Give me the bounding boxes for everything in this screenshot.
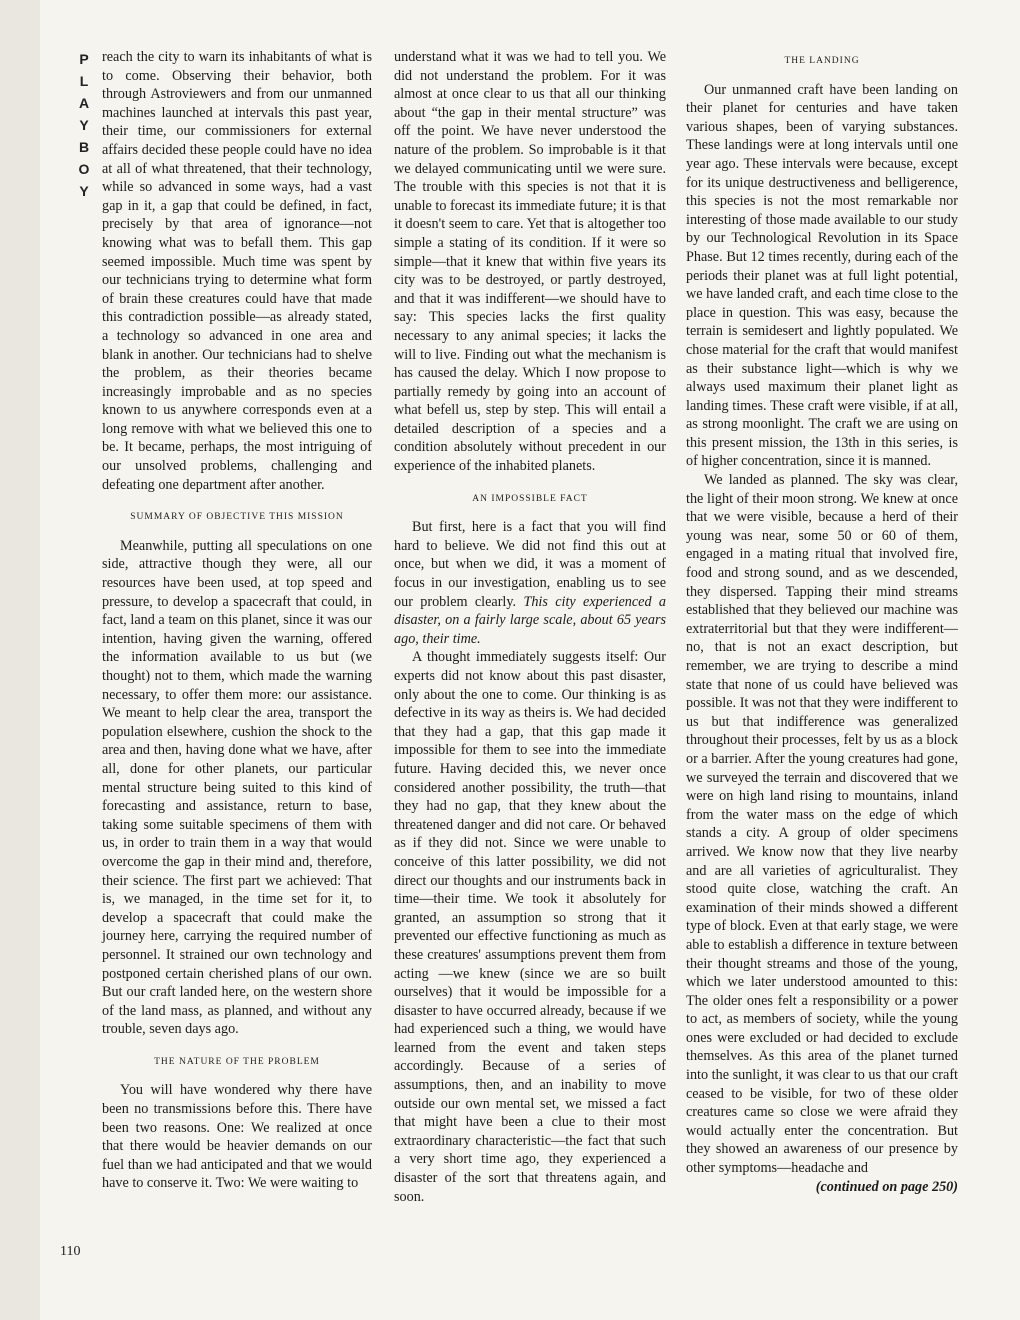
paragraph: A thought immediately suggests itself: Our experts did not know about this past disaster, only about the one to come. Our thinking is as defective in its way as theirs is. We had decided that they had a gap, that this gap made it impossible for them to see into the immediate future. Having decided this, we never once considered another possibility, the truth—that they had no gap, that they knew about the threatened danger and did not care. Or behaved as if they did not. Since we were unable to conceive of this latter possibility, we did not direct our thoughts and our instruments back in time—their time. We took it absolutely for granted, an assumption so strong that it prevented our effective functioning as much as these creatures' assumptions prevent them from acting —we knew (since we are so built ourselves) that it would be impossible for a disaster to have occurred already, because if we had experienced such a thing, we would have learned from the event and taken steps accordingly. Because of a series of assumptions, then, and an inability to move outside our own mental set, we missed a fact that might have been a clue to their most extraordinary characteristic—the fact that such a very short time ago, they experienced a disaster of the sort that threatens again, and soon. [394,649,666,1205]
text-column-2 [394,48,666,1206]
section-heading: AN IMPOSSIBLE FACT [472,493,588,504]
page-number: 110 [60,1244,81,1259]
magazine-letter: O [78,161,90,177]
text-column-3 [686,48,958,1196]
paragraph: You will have wondered why there have been no transmissions before this. There have been two reasons. One: We realized at once that there would be heavier demands on our fuel than we had anticipated and that we would have to conserve it. Two: We were waiting to [102,1082,372,1192]
paragraph: reach the city to warn its inhabitants of what is to come. Observing their behavior, both through Astroviewers and from our unmanned machines launched at intervals this past year, their time, our commissioners for external affairs decided these people could have no idea at all of what threatened, that their technology, while so advanced in some ways, had a vast gap in it, a gap that could be defined, in fact, precisely by that area of ignorance—not knowing what was to befall them. This gap seemed impossible. Much time was spent by our technicians trying to determine what form of brain these creatures could have that made this contradiction possible—as already stated, a technology so advanced in one area and blank in another. Our technicians had to shelve the problem, as their theories became increasingly improbable and as no species known to us anywhere corresponds even at a long remove with what we believed this one to be. It became, perhaps, the most intriguing of our unsolved problems, challenging and defeating one department after another. [102,49,372,493]
paragraph-text: But first, here is a fact that you will find hard to believe. We did not find this out at once, but when we did, it was a moment of focus in our investigation, enabling us to see our problem clearly. [394,519,666,610]
section-heading: THE NATURE OF THE PROBLEM [154,1056,320,1067]
continued-note: (continued on page 250) [815,1178,958,1195]
magazine-letter: Y [79,117,89,133]
magazine-letter: Y [79,183,89,199]
magazine-letter: A [78,95,90,111]
section-heading: THE LANDING [784,56,860,66]
magazine-letter: B [78,139,90,155]
text-column-1 [102,48,372,1193]
paragraph [394,518,666,648]
paragraph: Our unmanned craft have been landing on their planet for centuries and have taken various shapes, been of varying substances. These landings were at long intervals until one year ago. These intervals were because, except for its unique destructiveness and belligerence, this species is not the most remarkable nor interesting of those made available to our study by our Technological Revolution in its Space Phase. But 12 times recently, during each of the periods their planet was at full light potential, we have landed craft, and each time close to the place in question. This was easy, because the terrain is semidesert and lightly populated. We chose material for the craft that would manifest as their substance light—which is why we always used maximum their planet light as landing times. These craft were visible, if at all, as strong moonlight. The craft we are using on this present mission, the 13th in this series, is of higher concentration, since it is manned. [686,81,958,470]
section-heading: SUMMARY OF OBJECTIVE THIS MISSION [130,512,344,523]
magazine-letter: P [79,51,89,67]
italic-emphasis: This city experienced a disaster, on a fairly large scale, about 65 years ago, their time. [394,593,666,647]
magazine-name-vertical [76,48,92,202]
paragraph: understand what it was we had to tell you. We did not understand the problem. For it was almost at once clear to us that all our thinking about “the gap in their mental structure” was off the point. We have never understood the nature of the problem. So improbable is it that we delayed communicating until we were sure. The trouble with this species is not that it is unable to forecast its immediate future; it is that it doesn't seem to care. Yet that is altogether too simple a stating of its condition. If it were so simple—that it knew that within five years its city was to be destroyed, or partly destroyed, and that it was indifferent—we should have to say: This species lacks the first quality necessary to any animal species; it lacks the will to live. Finding out what the mechanism is has caused the delay. Which I now propose to partially remedy by going into an account of what befell us, step by step. This will entail a detailed description of a species and a condition absolutely without precedent in our experience of the inhabited planets. [394,49,666,475]
magazine-letter: L [79,73,89,89]
paragraph: We landed as planned. The sky was clear, the light of their moon strong. We knew at once that we were visible, because a herd of their young was near, some 50 or 60 of them, engaged in a mating ritual that involved fire, food and strong sound, and as we descended, they dispersed. Tapping their mind streams established that they believed our machine was extraterritorial but that they were indifferent—no, that is not an exact description, but remember, we are trying to describe a mind state that none of us could have believed was possible. It was not that they were indifferent to us but that indifference was generalized throughout their processes, felt by us as a block or a barrier. After the young creatures had gone, we surveyed the terrain and discovered that we were on high land rising to mountains, inland from the water mass on the edge of which stands a city. A group of older specimens arrived. We know now that they live nearby and are all varieties of agriculturalist. They stood quite close, watching the craft. An examination of their minds showed a different type of block. Even at that early stage, we were able to establish a difference in texture between their thought streams and those of the young, which we later understood amounted to this: The older ones felt a responsibility or a power to act, as members of society, while the young ones were excluded or had decided to exclude themselves. As this area of the planet turned into the sunlight, it was clear to us that our craft ceased to be visible, for two of these older creatures came so close we were afraid they would actually enter the concentration. But they showed an awareness of our presence by other symptoms—headache and [686,472,958,1177]
paragraph: Meanwhile, putting all speculations on one side, attractive though they were, all our resources have been used, at top speed and pressure, to develop a spacecraft that could, in fact, land a team on this planet, since it was our intention, having given the warning, offered the information available to us but (we thought) not to them, which made the warning necessary, to offer them more: our assistance. We meant to help clear the area, transport the population elsewhere, cushion the shock to the area and then, having done what we have, after all, done for other planets, our particular mental structure being suited to this kind of forecasting and assistance, return to base, taking some suitable specimens of them with us, in order to train them in a way that would overcome the gap in their mind and, therefore, their science. The first part we achieved: That is, we managed, in the time set for it, to develop a spacecraft that could make the journey here, carrying the required number of personnel. It strained our own technology and postponed certain cherished plans of our own. But our craft landed here, on the western shore of the land mass, as planned, and without any trouble, seven days ago. [102,537,372,1038]
